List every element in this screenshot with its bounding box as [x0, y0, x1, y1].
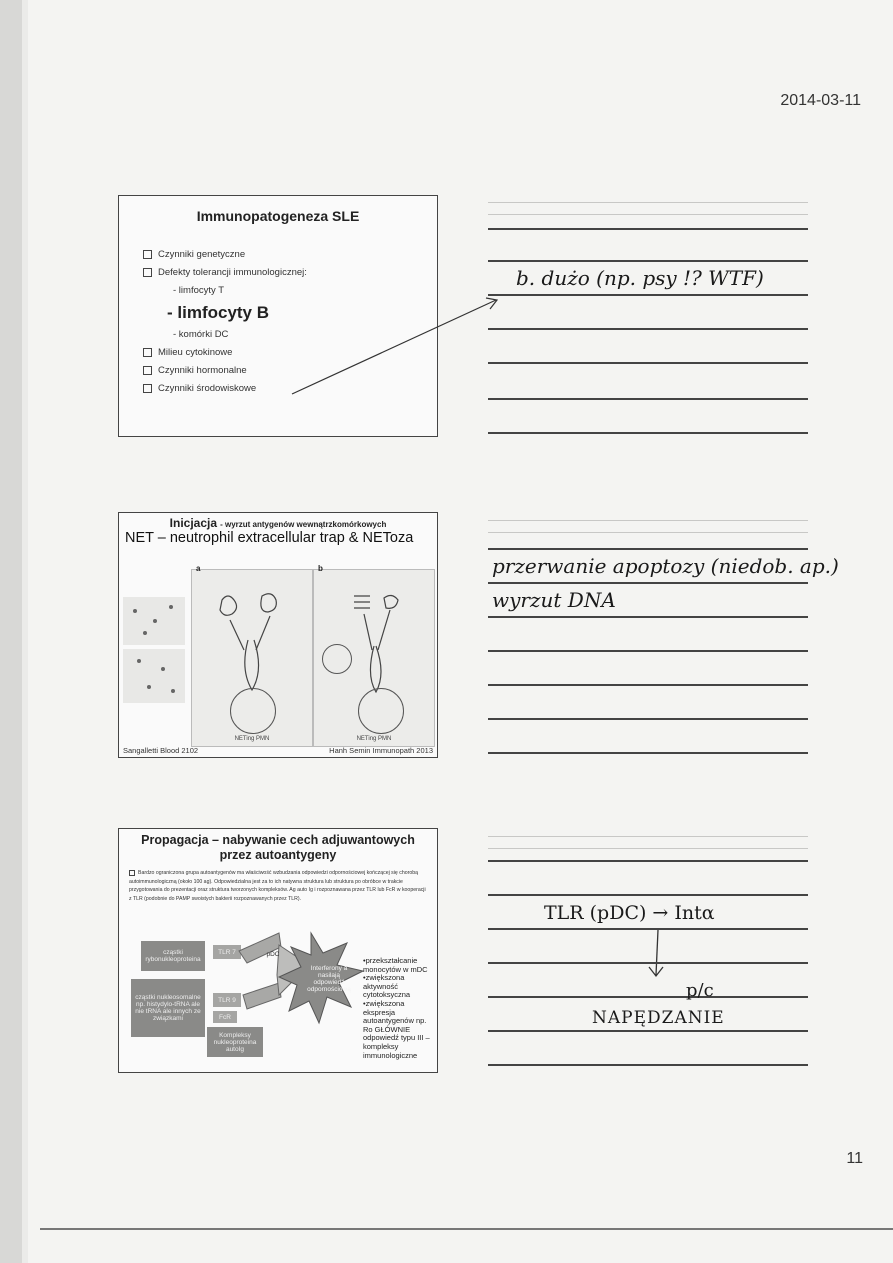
handwritten-note: wyrzut DNA	[492, 588, 616, 612]
slide3-effects-list: •przekształcanie monocytów w mDC •zwiększona aktywność cytotoksyczna •zwiększona ekspresja autoantygenów np. Ro GŁÓWNIE odpowiedź typu III – kompleksy immunologiczne	[363, 956, 430, 1060]
citation-left: Sangalletti Blood 2102	[123, 746, 199, 755]
notes-lines-2	[488, 510, 839, 760]
slide3-body: Bardzo ograniczona grupa autoantygenów ma właściwość wzbudzania odpowiedzi odpornościowej kończącej się chorobą autoimmunologiczną (około 100 ag). Odpowiedzialna jest za to ich natywna struktura lub struktura po obróbce w trakcie przygotowania do prezentacji oraz struktura tworzonych kompleksów. Ag auto Ig i rozpoznawana przez TLR lub FcR w kooperacji z TLR (podobnie do PAMP swoistych bakterii rozpoznawanych przez TLR).	[129, 870, 426, 902]
slide3-title: Propagacja – nabywanie cech adjuwantowych przez autoantygeny	[141, 833, 415, 862]
net-diagram-panel-b: b NETing PMN	[313, 569, 435, 747]
citation-right: Hanh Semin Immunopath 2013	[329, 746, 433, 755]
list-subitem: - komórki DC	[173, 329, 229, 340]
label-interferony: Interferony a nasilają odpowiedź odpornościową	[307, 965, 351, 993]
page-date: 2014-03-11	[780, 92, 861, 109]
notes-lines-3	[488, 826, 808, 1076]
list-subitem: - limfocyty T	[173, 285, 225, 296]
box-nukleosomalne: cząstki nukleosomalne np. histydylo-tRNA ale nie tRNA ale innych ze związkami	[131, 979, 205, 1037]
notes-lines-1	[488, 192, 808, 442]
handwritten-note: NAPĘDZANIE	[592, 1008, 725, 1028]
label-fcr: FcR	[213, 1011, 237, 1023]
list-item: Defekty tolerancji immunologicznej:	[143, 264, 307, 282]
slide1-title: Immunopatogeneza SLE	[196, 208, 360, 224]
page-number: 11	[846, 1150, 863, 1167]
handwritten-note: p/c	[686, 980, 714, 1001]
box-rybonukleoproteina: cząstki rybonukleoproteina	[141, 941, 205, 971]
box-kompleksy: Kompleksy nukleoproteina autoIg	[207, 1027, 263, 1057]
list-item: Milieu cytokinowe	[143, 344, 307, 362]
list-item: Czynniki środowiskowe	[143, 380, 307, 398]
net-diagram-panel-a: a NETing PMN	[191, 569, 313, 747]
slide2-title: Inicjacja - wyrzut antygenów wewnątrzkomórkowych	[169, 516, 387, 530]
slide2-subtitle: NET – neutrophil extracellular trap & NEToza	[125, 530, 414, 546]
handwritten-note: b. dużo (np. psy !? WTF)	[516, 266, 764, 290]
handwritten-note: przerwanie apoptozy (niedob. ap.)	[492, 554, 839, 578]
list-item: Czynniki genetyczne	[143, 246, 307, 264]
label-tlr9: TLR 9	[213, 993, 241, 1007]
list-item: Czynniki hormonalne	[143, 362, 307, 380]
scan-bottom-edge	[40, 1228, 893, 1230]
list-subitem-emphasis: - limfocyty B	[167, 303, 270, 322]
label-pdc: pDC	[266, 950, 280, 958]
handwritten-note: TLR (pDC) → Intα	[544, 902, 715, 924]
label-tlr7: TLR 7	[213, 945, 241, 959]
